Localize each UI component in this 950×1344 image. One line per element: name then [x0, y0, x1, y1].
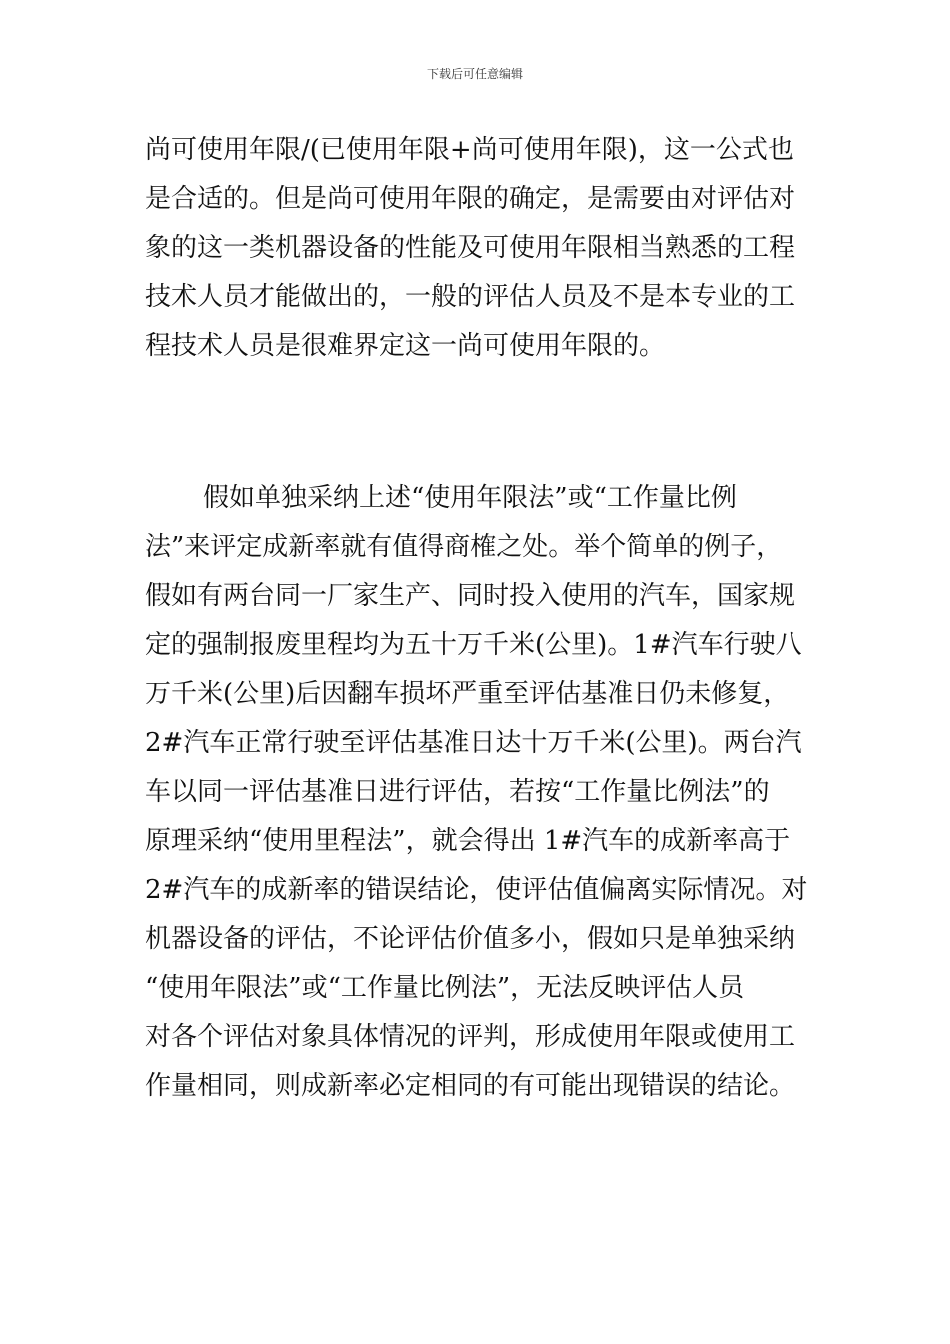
text-line: 法”来评定成新率就有值得商榷之处。举个简单的例子，	[145, 532, 783, 562]
text-line: 尚可使用年限/(已使用年限+尚可使用年限)，这一公式也	[145, 135, 794, 165]
text-line: 车以同一评估基准日进行评估，若按“工作量比例法”的	[145, 777, 770, 807]
text-line: 2#汽车的成新率的错误结论，使评估值偏离实际情况。对	[145, 875, 808, 905]
text-line: 原理采纳“使用里程法”，就会得出 1#汽车的成新率高于	[145, 826, 791, 856]
text-line: 是合适的。但是尚可使用年限的确定，是需要由对评估对	[145, 184, 796, 214]
text-line: “使用年限法”或“工作量比例法”，无法反映评估人员	[145, 973, 745, 1003]
paragraph-2	[145, 474, 807, 1111]
text-line: 假如有两台同一厂家生产、同时投入使用的汽车，国家规	[145, 581, 796, 611]
text-line: 假如单独采纳上述“使用年限法”或“工作量比例	[203, 483, 737, 513]
text-line: 对各个评估对象具体情况的评判，形成使用年限或使用工	[145, 1022, 796, 1052]
paragraph-1	[145, 126, 795, 371]
text-line: 万千米(公里)后因翻车损坏严重至评估基准日仍未修复，	[145, 679, 790, 709]
text-line: 作量相同，则成新率必定相同的有可能出现错误的结论。	[145, 1071, 796, 1101]
text-line: 象的这一类机器设备的性能及可使用年限相当熟悉的工程	[145, 233, 796, 263]
text-line: 程技术人员是很难界定这一尚可使用年限的。	[145, 331, 666, 361]
text-line: 定的强制报废里程均为五十万千米(公里)。1#汽车行驶八	[145, 630, 802, 660]
text-line: 2#汽车正常行驶至评估基准日达十万千米(公里)。两台汽	[145, 728, 802, 758]
page-header: 下载后可任意编辑	[426, 67, 523, 81]
text-line: 机器设备的评估，不论评估价值多小，假如只是单独采纳	[145, 924, 796, 954]
text-line: 技术人员才能做出的，一般的评估人员及不是本专业的工	[145, 282, 796, 312]
